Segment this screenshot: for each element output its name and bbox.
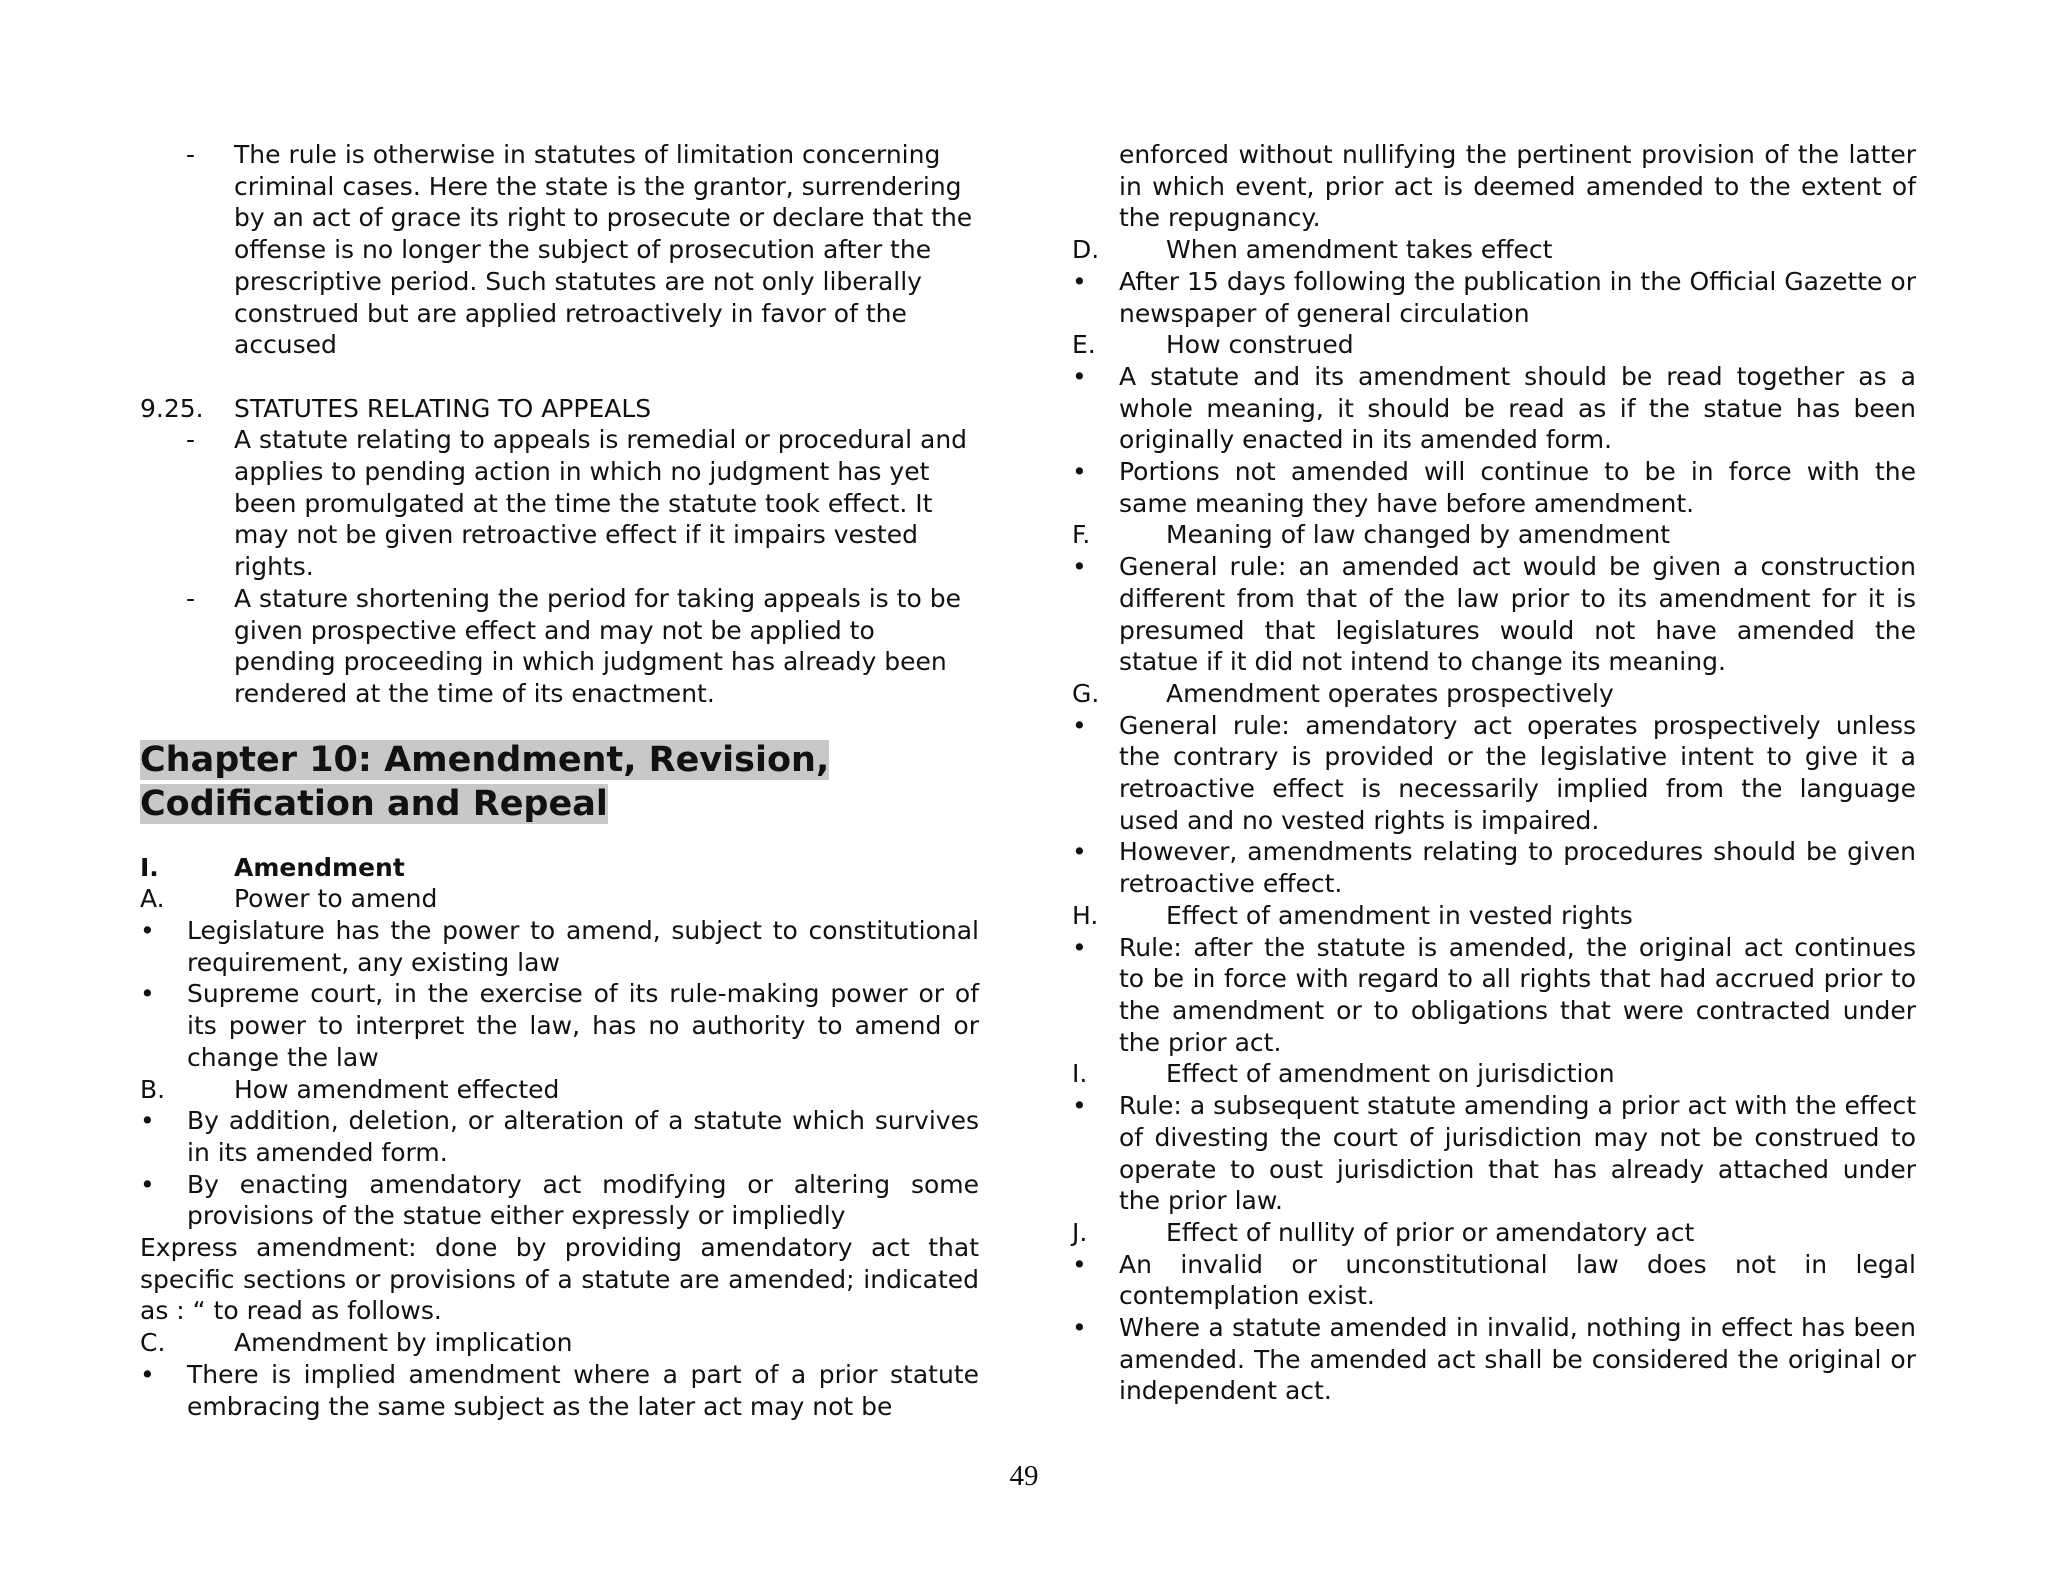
subsection-title: When amendment takes effect (1166, 235, 1553, 265)
subsection-letter: H. (1072, 900, 1099, 930)
bullet-text: By enacting amendatory act modifying or altering some provisions of the statue either expressly or impliedly (187, 1169, 979, 1231)
list-item (1072, 710, 1916, 837)
part-title: Amendment (234, 852, 405, 882)
continuation-paragraph (1072, 139, 1916, 234)
subsection-heading (140, 1327, 979, 1359)
subsection-letter: G. (1072, 678, 1100, 708)
bullet-text: Rule: a subsequent statute amending a prior act with the effect of divesting the court of jurisdiction may not be construed to operate to oust jurisdiction that has already attached under the prior law. (1119, 1091, 1916, 1216)
subsection-title: How amendment effected (234, 1074, 560, 1104)
bullet-marker: • (1072, 266, 1087, 296)
bullet-text: Portions not amended will continue to be in force with the same meaning they have before amendment. (1119, 457, 1916, 518)
subsection-title: Amendment operates prospectively (1166, 678, 1614, 708)
chapter-title-line-1: Chapter 10: Amendment, Revision, (140, 739, 830, 780)
subsection-heading (1072, 1217, 1916, 1249)
right-column (1072, 139, 1916, 1407)
bullet-marker: • (140, 916, 155, 946)
chapter-title (140, 738, 979, 826)
bullet-marker: • (140, 979, 155, 1009)
right-sections (1072, 234, 1916, 1407)
subsection-title: Effect of nullity of prior or amendatory act (1166, 1217, 1695, 1247)
bullet-marker: • (1072, 1249, 1087, 1279)
bullet-marker: • (140, 1106, 155, 1136)
dash-marker: - (186, 583, 196, 613)
list-item (1072, 456, 1916, 519)
left-column (140, 139, 979, 1422)
list-item (1072, 1090, 1916, 1217)
subsection-heading (140, 1074, 979, 1106)
bullet-text: An invalid or unconstitutional law does not in legal contemplation exist. (1119, 1249, 1916, 1311)
list-item (140, 978, 979, 1073)
subsection-letter: C. (140, 1328, 166, 1358)
list-item (1072, 1249, 1916, 1312)
section-heading (140, 393, 979, 425)
bullet-text: Legislature has the power to amend, subject to constitutional requirement, any existing law (187, 916, 979, 977)
subsection-letter: B. (140, 1074, 166, 1104)
subsection-heading (1072, 234, 1916, 266)
paragraph-text: The rule is otherwise in statutes of limitation concerning criminal cases. Here the state is the grantor, surrendering by an act of grace its right to prosecute or declare that the offense is no longer the subject of prosecution after the prescriptive period. Such statutes are not only liberally construed but are applied retroactively in favor of the accused (234, 140, 973, 360)
subsection-title: Effect of amendment on jurisdiction (1166, 1059, 1615, 1089)
list-item (140, 583, 979, 710)
chapter-title-line-2: Codification and Repeal (140, 783, 608, 824)
subsection-heading (1072, 900, 1916, 932)
list-item (1072, 361, 1916, 456)
bullet-text: There is implied amendment where a part of a prior statute embracing the same subject as the later act may not be (187, 1359, 979, 1421)
list-item (140, 1105, 979, 1168)
bullet-text: By addition, deletion, or alteration of a statute which survives in its amended form. (187, 1106, 979, 1167)
list-item (1072, 551, 1916, 678)
subsection-title: Amendment by implication (234, 1328, 573, 1358)
list-item (1072, 1312, 1916, 1407)
paragraph-text: A statute relating to appeals is remedial or procedural and applies to pending action in which no judgment has yet been promulgated at the time the statute took effect. It may not be given retroactive effect if it impairs vested rights. (234, 425, 968, 582)
subsection-heading (1072, 329, 1916, 361)
subsection-letter: I. (1072, 1059, 1088, 1089)
dash-marker: - (186, 140, 196, 169)
bullet-marker: • (1072, 552, 1087, 582)
bullet-marker: • (1072, 457, 1087, 487)
bullet-text: Supreme court, in the exercise of its rule-making power or of its power to interpret the law, has no authority to amend or change the law (187, 979, 979, 1072)
paragraph-text: enforced without nullifying the pertinent provision of the latter in which event, prior act is deemed amended to the extent of the repugnancy. (1119, 140, 1916, 233)
bullet-marker: • (1072, 361, 1087, 391)
subsection-heading (140, 883, 979, 915)
bullet-marker: • (140, 1359, 155, 1389)
bullet-text: General rule: amendatory act operates prospectively unless the contrary is provided or the legislative intent to give it a retroactive effect is necessarily implied from the language used and no vested rights is impaired. (1119, 710, 1916, 835)
part-label: I. (140, 852, 159, 882)
list-item (1072, 266, 1916, 329)
bullet-text: After 15 days following the publication in the Official Gazette or newspaper of general circulation (1119, 266, 1916, 328)
bullet-marker: • (140, 1169, 155, 1199)
page-number: 49 (1009, 1460, 1039, 1492)
bullet-marker: • (1072, 932, 1087, 962)
subsection-letter: E. (1072, 330, 1096, 360)
list-item (1072, 836, 1916, 899)
bullet-text: Where a statute amended in invalid, nothing in effect has been amended. The amended act shall be considered the original or independent act. (1119, 1313, 1916, 1406)
subsection-letter: D. (1072, 235, 1100, 265)
subsection-letter: J. (1072, 1217, 1088, 1247)
list-item (140, 1359, 979, 1422)
list-item (140, 915, 979, 978)
paragraph-text: A stature shortening the period for taking appeals is to be given prospective effect and may not be applied to pending proceeding in which judgment has already been rendered at the time of its enactment. (234, 583, 961, 708)
bullet-text: However, amendments relating to procedures should be given retroactive effect. (1119, 837, 1916, 899)
bullet-text: Rule: after the statute is amended, the original act continues to be in force with regard to all rights that had accrued prior to the amendment or to obligations that were contracted under the prior act. (1119, 932, 1916, 1057)
list-item (140, 1169, 979, 1232)
express-amendment-paragraph: Express amendment: done by providing amendatory act that specific sections or provisions of a statute are amended; indicated as : “ to read as follows. (140, 1233, 979, 1326)
part-heading (140, 852, 979, 884)
bullet-marker: • (1072, 1313, 1087, 1343)
section-title: STATUTES RELATING TO APPEALS (234, 393, 652, 423)
bullet-marker: • (1072, 710, 1087, 740)
list-item (1072, 932, 1916, 1059)
bullet-marker: • (1072, 1091, 1087, 1121)
section-number: 9.25. (140, 393, 204, 423)
dash-marker: - (186, 425, 196, 455)
subsection-letter: F. (1072, 520, 1091, 550)
subsection-title: Power to amend (234, 884, 438, 914)
subsection-title: Meaning of law changed by amendment (1166, 520, 1671, 550)
list-item (140, 424, 979, 583)
subsection-heading (1072, 519, 1916, 551)
subsection-letter: A. (140, 884, 165, 914)
bullet-text: A statute and its amendment should be read together as a whole meaning, it should be read as if the statue has been originally enacted in its amended form. (1119, 361, 1916, 455)
list-item (140, 139, 979, 361)
subsection-heading (1072, 678, 1916, 710)
subsection-heading (1072, 1058, 1916, 1090)
bullet-text: General rule: an amended act would be given a construction different from that of the law prior to its amendment for it is presumed that legislatures would not have amended the statue if it did not intend to change its meaning. (1119, 552, 1916, 677)
bullet-marker: • (1072, 837, 1087, 867)
subsection-title: Effect of amendment in vested rights (1166, 900, 1633, 930)
subsection-title: How construed (1166, 330, 1354, 360)
